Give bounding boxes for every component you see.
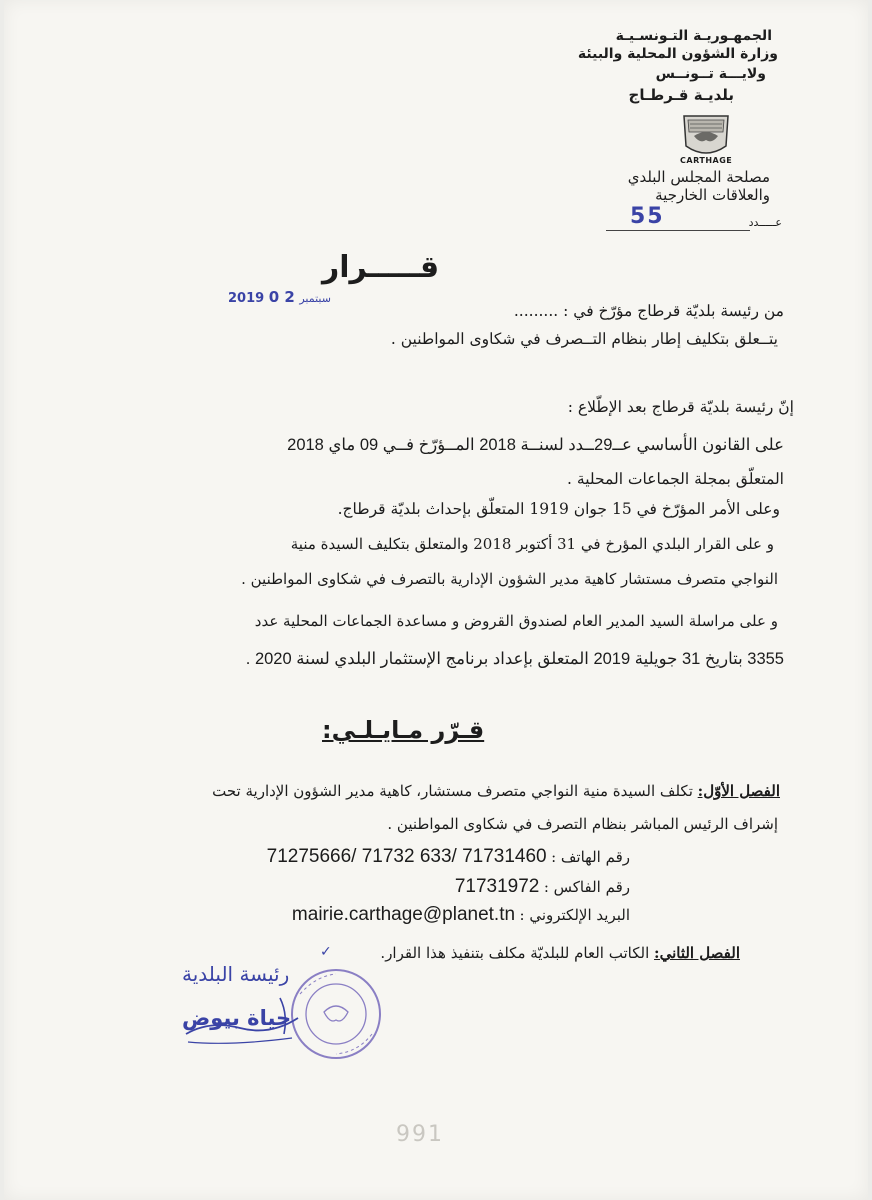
- reference-number: [600, 206, 790, 234]
- consideration-1-line-2: المتعلّق بمجلة الجماعات المحلية .: [567, 470, 784, 488]
- header-municipality: بلديـة قـرطـاج: [628, 86, 734, 104]
- consideration-4-line-2: 3355 بتاريخ 31 جويلية 2019 المتعلق بإعداد برنامج الإستثمار البلدي لسنة 2020 .: [245, 650, 784, 668]
- decision-heading: قـرّر مـايـلـي:: [322, 716, 485, 744]
- date-stamp-year: 2019: [228, 291, 265, 306]
- date-stamp: [228, 288, 331, 306]
- consideration-4-line-1: و على مراسلة السيد المدير العام لصندوق القروض و مساعدة الجماعات المحلية عدد: [254, 612, 778, 630]
- considerations-opening: إنّ رئيسة بلديّة قرطاج بعد الإطّلاع :: [567, 398, 794, 416]
- consideration-3-line-1: و على القرار البلدي المؤرخ في 31 أكتوبر 2018 والمتعلق بتكليف السيدة منية: [290, 535, 774, 553]
- article-2-text: الكاتب العام للبلديّة مكلف بتنفيذ هذا القرار.: [380, 944, 650, 962]
- page-title: قـــــرار: [322, 250, 440, 285]
- date-stamp-month: سبتمبر: [299, 292, 331, 305]
- fax-value: 71731972: [454, 876, 540, 897]
- article-2: [380, 944, 740, 962]
- article-1-text-line-1: تكلف السيدة منية النواجي متصرف مستشار، كاهية مدير الشؤون الإدارية تحت: [212, 782, 693, 800]
- date-stamp-day: 2 0: [268, 288, 295, 306]
- fax-label: رقم الفاكس :: [543, 878, 630, 896]
- reference-number-value: 55: [630, 204, 665, 229]
- emblem-caption: CARTHAGE: [680, 156, 733, 165]
- article-1-line-1: [212, 782, 780, 800]
- reference-number-label: عـــــدد: [748, 216, 782, 229]
- handwritten-signature-icon: [180, 990, 310, 1050]
- fax-row: [455, 876, 630, 898]
- document-page: [4, 0, 868, 1200]
- email-value: mairie.carthage@planet.tn: [291, 904, 516, 925]
- checkmark-icon: ✓: [320, 944, 332, 960]
- service-line-1: مصلحة المجلس البلدي: [627, 168, 770, 186]
- article-1-line-2: إشراف الرئيس المباشر بنظام التصرف في شكاوى المواطنين .: [387, 815, 778, 833]
- consideration-2: وعلى الأمر المؤرّخ في 15 جوان 1919 المتعلّق بإحداث بلديّة قرطاج.: [337, 500, 780, 518]
- phone-value: 71275666/ 71732 633/ 71731460: [266, 846, 547, 867]
- article-1-label: الفصل الأوّل:: [697, 782, 780, 800]
- margin-page-number: 991: [396, 1122, 444, 1147]
- signature-name: حياة بيوض: [182, 1006, 292, 1030]
- reference-underline: [606, 230, 750, 231]
- phone-label: رقم الهاتف :: [551, 848, 630, 866]
- email-row: [292, 904, 630, 926]
- email-label: البريد الإلكتروني :: [519, 906, 630, 924]
- intro-line-2: يتــعلق بتكليف إطار بنظام التــصرف في شكاوى المواطنين .: [390, 330, 778, 348]
- article-2-label: الفصل الثاني:: [654, 944, 740, 962]
- service-line-2: والعلاقات الخارجية: [655, 186, 770, 204]
- intro-line-1: من رئيسة بلديّة قرطاج مؤرّخ في : .........: [513, 302, 784, 320]
- carthage-emblem: [676, 110, 736, 168]
- signature-title: رئيسة البلدية: [182, 962, 290, 986]
- header-ministry: وزارة الشؤون المحلية والبيئة: [577, 46, 778, 62]
- consideration-3-line-2: النواجي متصرف مستشار كاهية مدير الشؤون الإدارية بالتصرف في شكاوى المواطنين .: [241, 570, 778, 588]
- header-republic: الجمهـوريـة التـونسـيـة: [615, 28, 772, 44]
- phone-row: [267, 846, 630, 868]
- header-governorate: ولايـــة تــونــس: [655, 66, 766, 82]
- consideration-1-line-1: على القانون الأساسي عــ29ــدد لسنــة 2018 المــؤرّخ فــي 09 ماي 2018: [287, 436, 784, 454]
